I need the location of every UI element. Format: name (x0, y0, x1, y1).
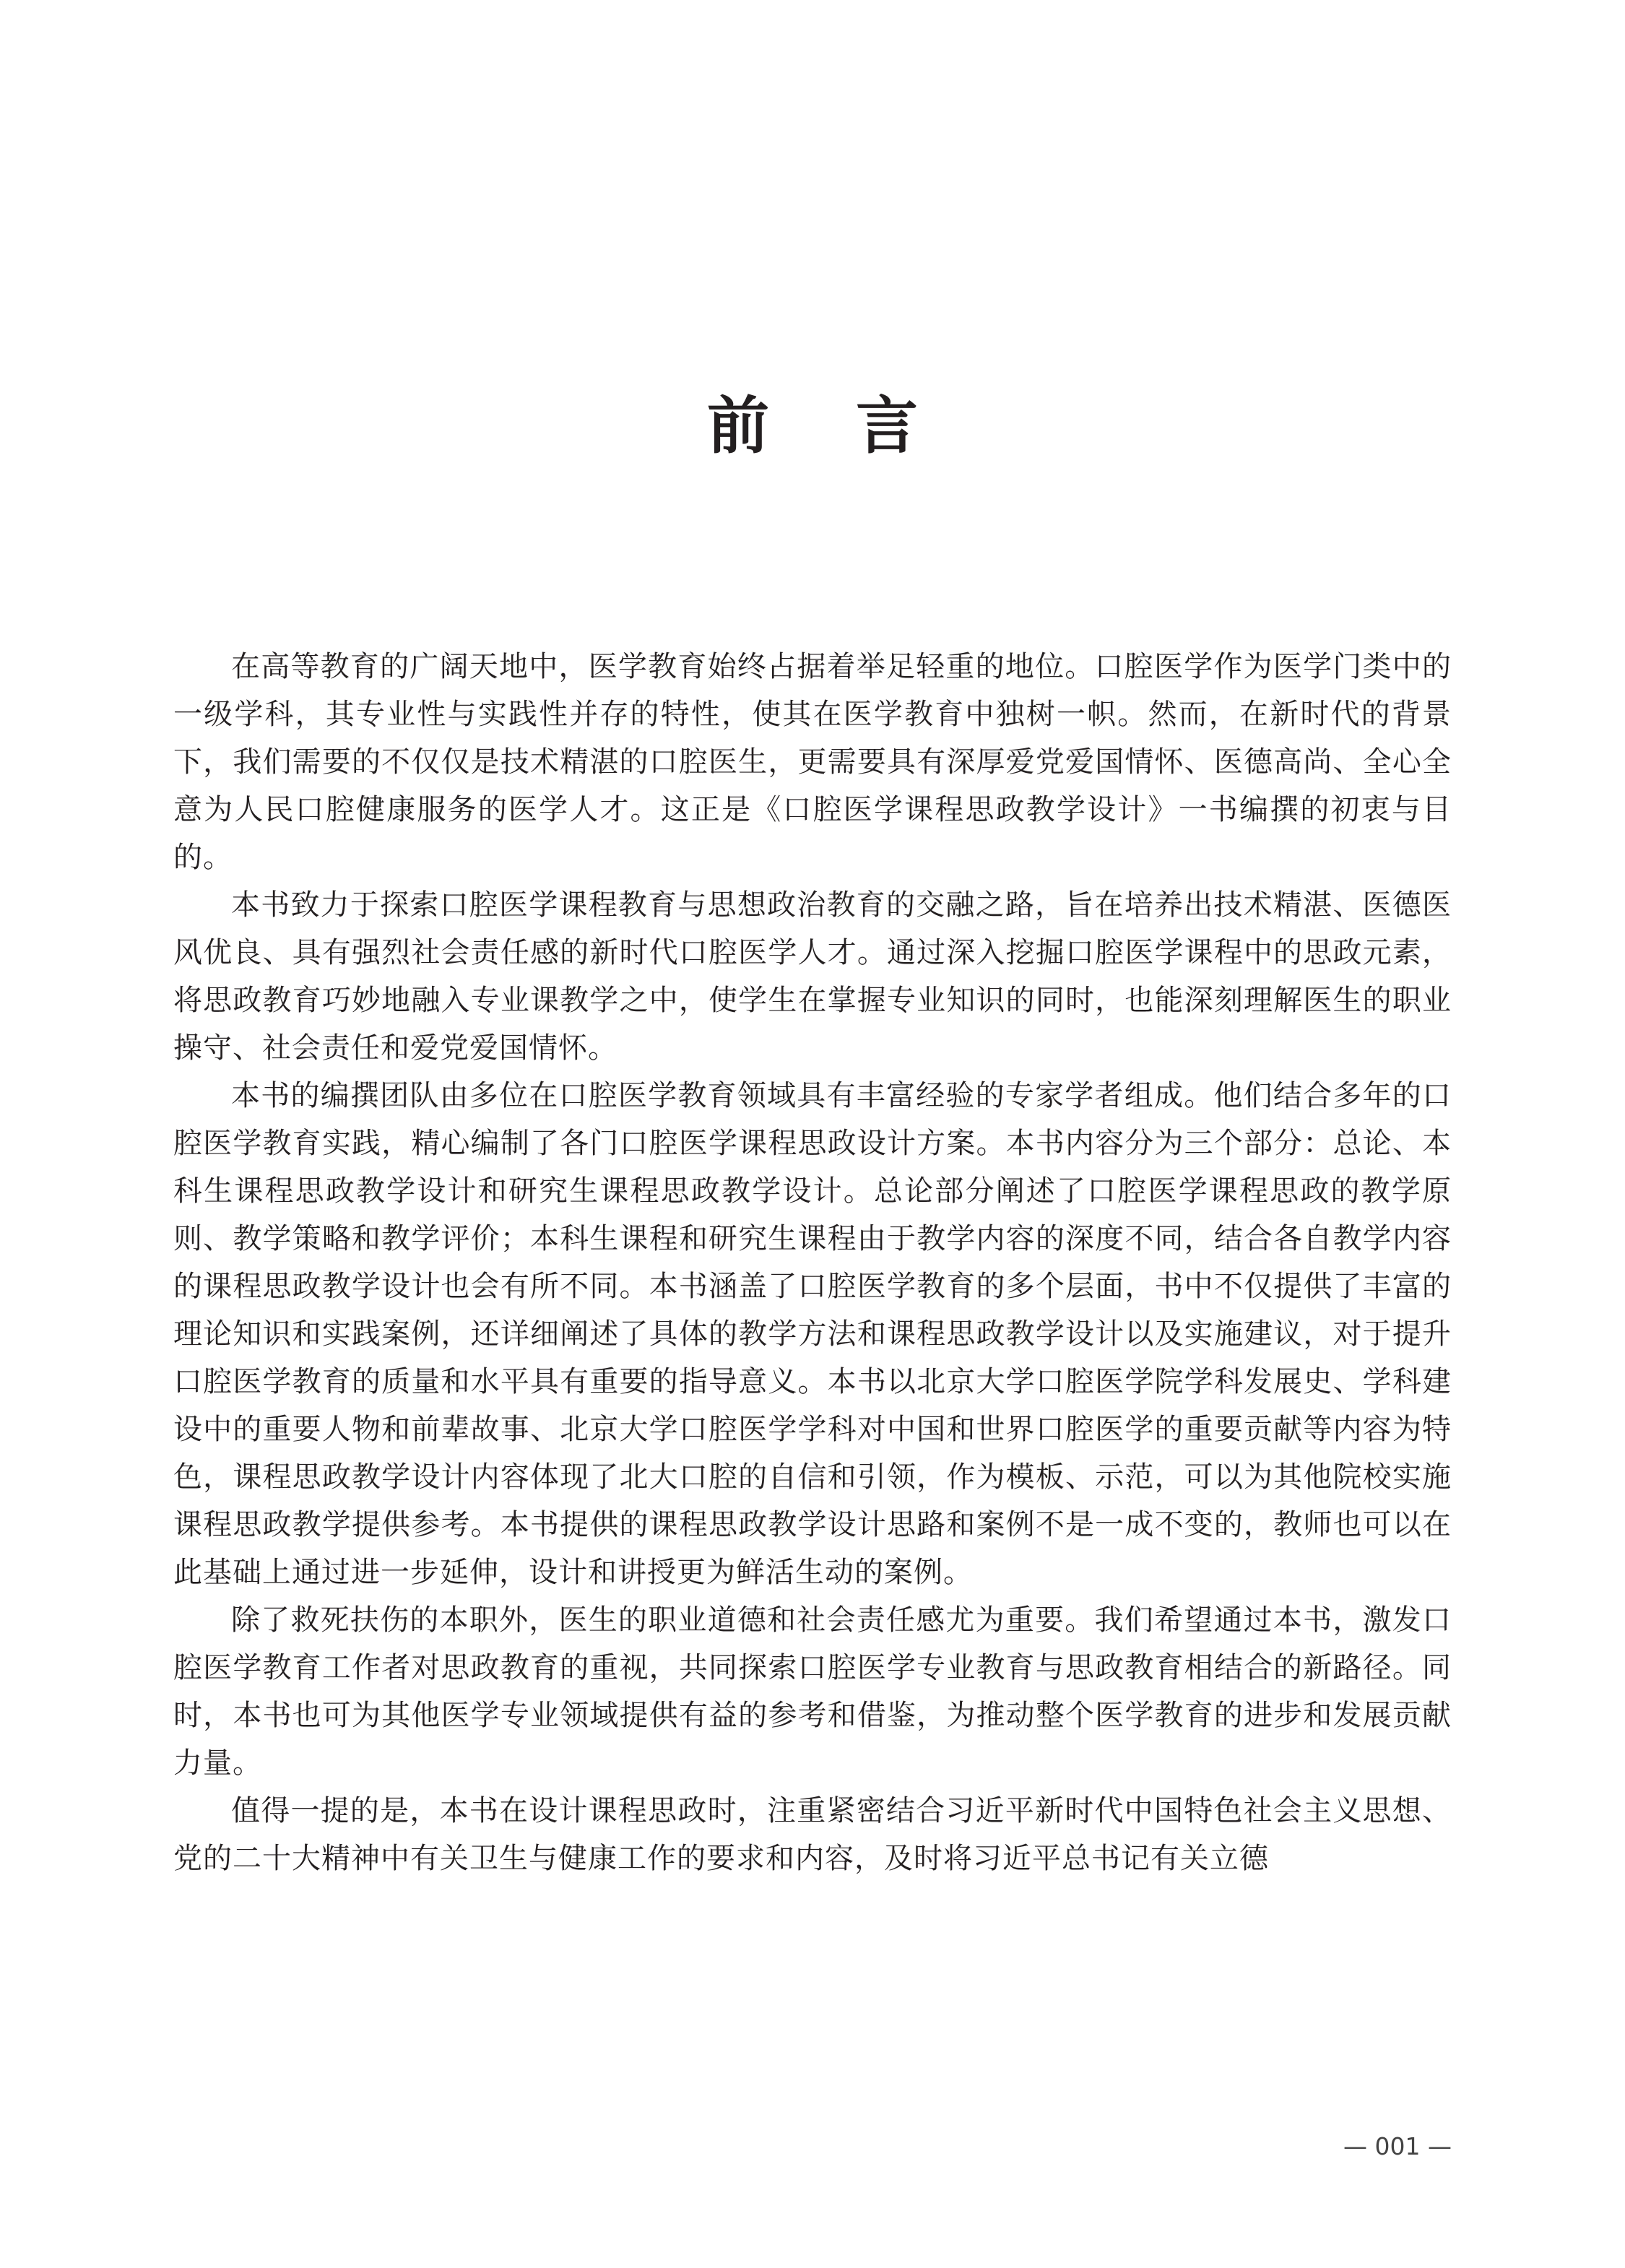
preface-body (173, 643, 1452, 1882)
page-number: — 001 — (1343, 2132, 1452, 2160)
paragraph-3: 本书的编撰团队由多位在口腔医学教育领域具有丰富经验的专家学者组成。他们结合多年的口腔医学教育实践，精心编制了各门口腔医学课程思政设计方案。本书内容分为三个部分：总论、本科生课程思政教学设计和研究生课程思政教学设计。总论部分阐述了口腔医学课程思政的教学原则、教学策略和教学评价；本科生课程和研究生课程由于教学内容的深度不同，结合各自教学内容的课程思政教学设计也会有所不同。本书涵盖了口腔医学教育的多个层面，书中不仅提供了丰富的理论知识和实践案例，还详细阐述了具体的教学方法和课程思政教学设计以及实施建议，对于提升口腔医学教育的质量和水平具有重要的指导意义。本书以北京大学口腔医学院学科发展史、学科建设中的重要人物和前辈故事、北京大学口腔医学学科对中国和世界口腔医学的重要贡献等内容为特色，课程思政教学设计内容体现了北大口腔的自信和引领，作为模板、示范，可以为其他院校实施课程思政教学提供参考。本书提供的课程思政教学设计思路和案例不是一成不变的，教师也可以在此基础上通过进一步延伸，设计和讲授更为鲜活生动的案例。 (173, 1079, 1452, 1589)
paragraph-5: 值得一提的是，本书在设计课程思政时，注重紧密结合习近平新时代中国特色社会主义思想、党的二十大精神中有关卫生与健康工作的要求和内容，及时将习近平总书记有关立德 (173, 1794, 1452, 1875)
paragraph-1: 在高等教育的广阔天地中，医学教育始终占据着举足轻重的地位。口腔医学作为医学门类中的一级学科，其专业性与实践性并存的特性，使其在医学教育中独树一帜。然而，在新时代的背景下，我们需要的不仅仅是技术精湛的口腔医生，更需要具有深厚爱党爱国情怀、医德高尚、全心全意为人民口腔健康服务的医学人才。这正是《口腔医学课程思政教学设计》一书编撰的初衷与目的。 (173, 650, 1452, 874)
page-title: 前言 (707, 390, 1005, 462)
paragraph-4: 除了救死扶伤的本职外，医生的职业道德和社会责任感尤为重要。我们希望通过本书，激发口腔医学教育工作者对思政教育的重视，共同探索口腔医学专业教育与思政教育相结合的新路径。同时，本书也可为其他医学专业领域提供有益的参考和借鉴，为推动整个医学教育的进步和发展贡献力量。 (173, 1603, 1452, 1780)
paragraph-2: 本书致力于探索口腔医学课程教育与思想政治教育的交融之路，旨在培养出技术精湛、医德医风优良、具有强烈社会责任感的新时代口腔医学人才。通过深入挖掘口腔医学课程中的思政元素，将思政教育巧妙地融入专业课教学之中，使学生在掌握专业知识的同时，也能深刻理解医生的职业操守、社会责任和爱党爱国情怀。 (173, 888, 1452, 1065)
